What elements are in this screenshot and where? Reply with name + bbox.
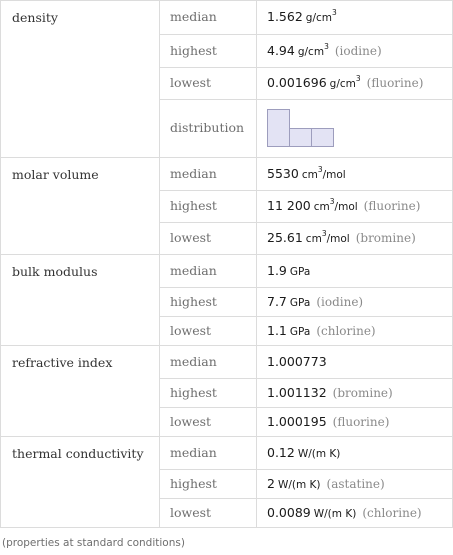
stat-value (267, 414, 389, 430)
stat-value (267, 476, 385, 493)
table-gridline (159, 34, 453, 35)
value-unit (305, 229, 350, 245)
value-unit (314, 508, 357, 520)
table-gridline (0, 0, 1, 527)
value-unit (290, 326, 310, 338)
stat-value (267, 385, 393, 401)
histogram-bar (267, 109, 290, 147)
element-note: (chlorine) (316, 323, 376, 338)
stat-value (267, 445, 340, 462)
table-gridline (159, 469, 453, 470)
property-name: density (12, 10, 58, 25)
element-note: (chlorine) (362, 505, 422, 520)
stat-label: median (170, 444, 217, 460)
unit-text: cm (305, 233, 322, 245)
unit-text: g/cm (305, 12, 333, 24)
unit-text: GPa (289, 296, 311, 309)
stat-label: median (170, 9, 217, 24)
stat-value (267, 323, 376, 340)
unit-text: g/cm (329, 78, 356, 90)
value-number: 0.12 (267, 444, 295, 460)
stat-label: highest (170, 198, 217, 213)
stat-label: lowest (170, 413, 212, 429)
value-number: 1.1 (267, 322, 287, 338)
stat-label: highest (170, 293, 217, 309)
unit-text: cm (313, 201, 330, 213)
unit-exponent: 3 (355, 74, 361, 83)
value-number: 1.000195 (267, 413, 327, 429)
unit-tail: /mol (326, 233, 350, 245)
value-unit (313, 197, 358, 213)
value-unit (290, 266, 310, 278)
table-gridline (159, 99, 453, 100)
element-note: (bromine) (332, 385, 393, 400)
element-note: (fluorine) (363, 199, 421, 213)
unit-exponent: 3 (329, 197, 335, 206)
unit-exponent: 3 (321, 229, 327, 238)
table-gridline (0, 157, 453, 158)
table-gridline (256, 0, 257, 527)
table-gridline (159, 498, 453, 499)
stat-label: highest (170, 475, 217, 491)
value-number: 0.001696 (267, 75, 327, 90)
distribution-histogram (267, 109, 335, 149)
stat-label: distribution (170, 120, 245, 135)
stat-label: median (170, 165, 217, 181)
value-unit (290, 297, 310, 309)
property-name: bulk modulus (12, 264, 98, 279)
value-number: 2 (267, 475, 275, 491)
property-name: molar volume (12, 167, 99, 182)
table-gridline (159, 407, 453, 408)
element-note: (fluorine) (332, 414, 390, 429)
stat-value (267, 294, 363, 311)
unit-exponent: 3 (317, 164, 323, 174)
element-note: (iodine) (334, 43, 382, 58)
element-note: (iodine) (316, 294, 364, 309)
value-number: 0.0089 (267, 504, 311, 520)
stat-value (267, 43, 382, 60)
table-gridline (159, 190, 453, 191)
property-name: thermal conductivity (12, 446, 144, 461)
stat-label: highest (170, 384, 217, 400)
value-number: 5530 (267, 165, 299, 181)
unit-text: g/cm (297, 45, 325, 58)
table-gridline (159, 222, 453, 223)
value-number: 1.9 (267, 262, 287, 278)
table-gridline (0, 527, 453, 528)
value-number: 1.562 (267, 9, 303, 24)
property-name: refractive index (12, 355, 113, 370)
value-unit (305, 8, 337, 24)
stat-label: lowest (170, 75, 212, 90)
stat-value (267, 75, 423, 92)
value-number: 4.94 (267, 42, 295, 58)
value-number: 1.001132 (267, 384, 327, 400)
histogram-bar (289, 128, 312, 147)
unit-tail: /mol (322, 168, 346, 181)
stat-label: median (170, 353, 217, 369)
unit-exponent: 3 (332, 8, 337, 17)
value-number: 1.000773 (267, 353, 327, 369)
stat-label: median (170, 262, 217, 278)
value-unit (301, 164, 346, 181)
value-unit (298, 448, 341, 460)
element-note: (astatine) (326, 476, 385, 491)
footnote: (properties at standard conditions) (2, 537, 185, 549)
value-number: 11 200 (267, 198, 311, 213)
unit-text: GPa (289, 265, 311, 278)
stat-value (267, 505, 422, 522)
table-gridline (159, 316, 453, 317)
stat-value (267, 354, 327, 370)
table-gridline (0, 436, 453, 437)
element-note: (bromine) (355, 231, 416, 245)
table-gridline (159, 67, 453, 68)
stat-value (267, 263, 310, 280)
element-note: (fluorine) (366, 76, 424, 90)
table-gridline (0, 254, 453, 255)
unit-tail: /mol (334, 201, 358, 213)
value-unit (329, 74, 361, 90)
table-gridline (159, 0, 160, 527)
stat-label: lowest (170, 230, 212, 245)
stat-value (267, 9, 337, 26)
stat-label: lowest (170, 322, 212, 338)
value-number: 7.7 (267, 293, 287, 309)
stat-label: highest (170, 42, 217, 58)
table-gridline (0, 345, 453, 346)
stat-value (267, 198, 420, 215)
stat-label: lowest (170, 504, 212, 520)
unit-text: W/(m K) (297, 447, 341, 460)
stat-value (267, 166, 346, 183)
table-gridline (159, 378, 453, 379)
value-unit (297, 41, 329, 58)
table-gridline (0, 0, 453, 1)
unit-text: W/(m K) (277, 478, 321, 491)
histogram-bar (311, 128, 334, 147)
table-gridline (159, 287, 453, 288)
unit-text: cm (301, 168, 318, 181)
value-number: 25.61 (267, 230, 303, 245)
unit-text: GPa (289, 325, 311, 338)
value-unit (278, 479, 321, 491)
stat-value (267, 230, 416, 247)
unit-exponent: 3 (324, 41, 329, 51)
unit-text: W/(m K) (313, 507, 357, 520)
